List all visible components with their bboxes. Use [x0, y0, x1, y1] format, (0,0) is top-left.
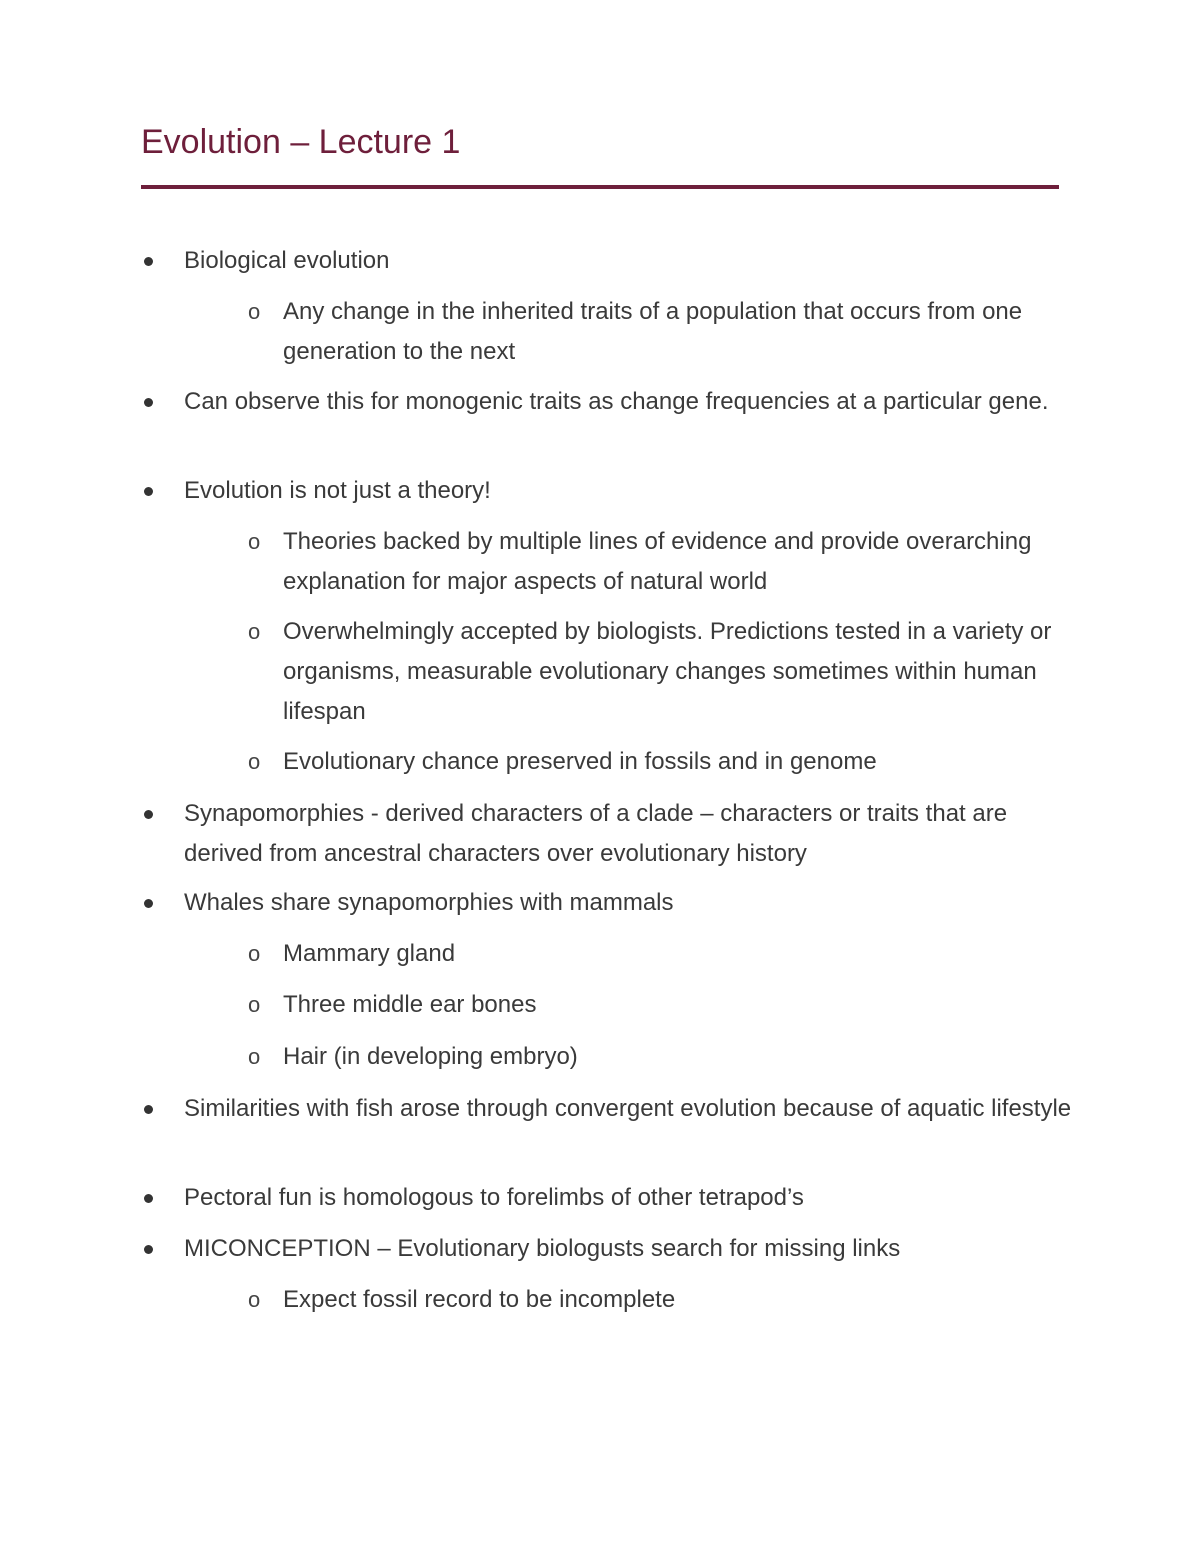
- sub-bullet-item: [248, 522, 1063, 602]
- bullet-dot-icon: [144, 1105, 153, 1114]
- bullet-text: Expect fossil record to be incomplete: [283, 1286, 676, 1313]
- bullet-item: [184, 1178, 1074, 1218]
- bullet-circle-marker: o: [248, 529, 261, 554]
- bullet-text: Can observe this for monogenic traits as change frequencies at a particular gene.: [184, 388, 1049, 415]
- bullet-circle-marker: o: [248, 619, 261, 644]
- sub-bullet-item: [248, 742, 1063, 782]
- sub-bullet-item: [248, 612, 1063, 732]
- bullet-text: Whales share synapomorphies with mammals: [184, 889, 674, 916]
- bullet-item: [184, 382, 1074, 422]
- bullet-circle-marker: o: [248, 1287, 261, 1312]
- bullet-dot-icon: [144, 398, 153, 407]
- bullet-circle-marker: o: [248, 941, 261, 966]
- bullet-text: Evolutionary chance preserved in fossils and in genome: [283, 748, 877, 775]
- sub-bullet-item: [248, 934, 1063, 974]
- bullet-text: Mammary gland: [283, 940, 456, 967]
- bullet-item: [184, 1089, 1074, 1129]
- bullet-text: Evolution is not just a theory!: [184, 477, 491, 504]
- bullet-item: [184, 471, 1074, 511]
- bullet-dot-icon: [144, 257, 153, 266]
- bullet-text: Any change in the inherited traits of a population that occurs from one generation to the next: [283, 298, 1023, 365]
- bullet-dot-icon: [144, 487, 153, 496]
- sub-bullet-item: [248, 1037, 1063, 1077]
- bullet-text: Hair (in developing embryo): [283, 1043, 578, 1070]
- bullet-text: Theories backed by multiple lines of evidence and provide overarching explanation for major aspects of natural world: [283, 528, 1032, 595]
- bullet-dot-icon: [144, 810, 153, 819]
- bullet-text: Overwhelmingly accepted by biologists. Predictions tested in a variety or organisms, measurable evolutionary changes sometimes within human lifespan: [283, 618, 1052, 725]
- bullet-circle-marker: o: [248, 992, 261, 1017]
- page-title: Evolution – Lecture 1: [141, 123, 461, 161]
- bullet-item: [184, 241, 1074, 281]
- bullet-text: Synapomorphies - derived characters of a clade – characters or traits that are derived from ancestral characters over evolutionary history: [184, 800, 1008, 867]
- bullet-dot-icon: [144, 1245, 153, 1254]
- bullet-circle-marker: o: [248, 1044, 261, 1069]
- bullet-dot-icon: [144, 1194, 153, 1203]
- sub-bullet-item: [248, 985, 1063, 1025]
- sub-bullet-item: [248, 292, 1063, 372]
- bullet-text: Three middle ear bones: [283, 991, 537, 1018]
- bullet-item: [184, 1229, 1074, 1269]
- bullet-item: [184, 794, 1074, 874]
- bullet-item: [184, 883, 1074, 923]
- bullet-text: Pectoral fun is homologous to forelimbs of other tetrapod’s: [184, 1184, 804, 1211]
- bullet-text: MICONCEPTION – Evolutionary biologusts search for missing links: [184, 1235, 901, 1262]
- title-divider: [141, 185, 1059, 189]
- bullet-text: Biological evolution: [184, 247, 390, 274]
- bullet-circle-marker: o: [248, 299, 261, 324]
- bullet-dot-icon: [144, 899, 153, 908]
- sub-bullet-item: [248, 1280, 1063, 1320]
- bullet-circle-marker: o: [248, 749, 261, 774]
- bullet-text: Similarities with fish arose through convergent evolution because of aquatic lifestyle: [184, 1095, 1072, 1122]
